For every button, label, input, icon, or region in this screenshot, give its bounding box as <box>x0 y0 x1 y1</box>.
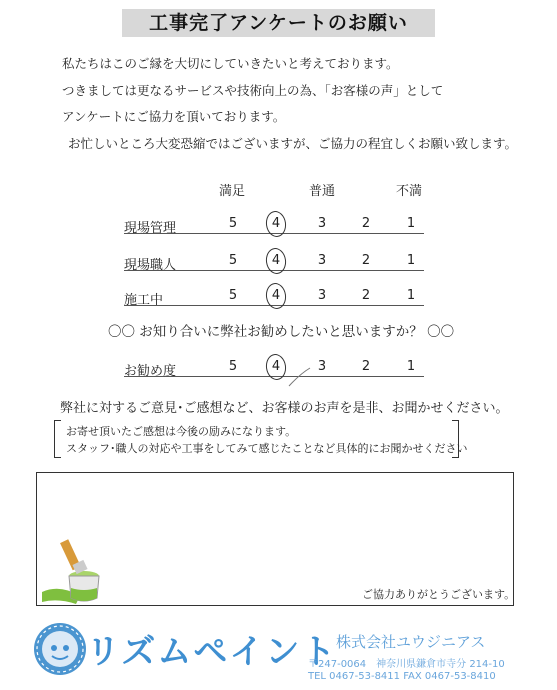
company-logo-icon <box>34 623 86 675</box>
score-2[interactable]: 2 <box>361 253 371 268</box>
score-4[interactable]: 4 <box>271 288 281 303</box>
comment-note-2: スタッフ･職人の対応や工事をしてみて感じたことなど具体的にお聞かせください <box>66 442 468 455</box>
score-2[interactable]: 2 <box>361 288 371 303</box>
scale-header-dissatisfied: 不満 <box>395 184 422 199</box>
score-3[interactable]: 3 <box>317 359 327 374</box>
score-3[interactable]: 3 <box>317 253 327 268</box>
score-3[interactable]: 3 <box>317 216 327 231</box>
survey-title: 工事完了アンケートのお願い <box>122 9 435 37</box>
score-5[interactable]: 5 <box>228 359 238 374</box>
company-address: 〒247-0064 神奈川県鎌倉市寺分 214-10 <box>308 659 505 670</box>
note-bracket-left <box>54 420 61 458</box>
company-contact: TEL 0467-53-8411 FAX 0467-53-8410 <box>308 671 496 682</box>
score-5[interactable]: 5 <box>228 253 238 268</box>
scale-header-neutral: 普通 <box>308 184 335 199</box>
score-4[interactable]: 4 <box>271 253 281 268</box>
pen-stroke-mark <box>286 366 312 388</box>
scale-header-satisfied: 満足 <box>218 184 245 199</box>
score-1[interactable]: 1 <box>406 359 416 374</box>
score-5[interactable]: 5 <box>228 288 238 303</box>
row-label-site-management: 現場管理 <box>124 221 177 236</box>
recommend-question: 〇〇 お知り合いに弊社お勧めしたいと思いますか？ 〇〇 <box>108 324 455 340</box>
brand-name: リズムペイント <box>86 632 338 672</box>
comment-note-1: お寄せ頂いたご感想は今後の励みになります。 <box>66 425 297 438</box>
intro-line-4: お忙しいところ大変恐縮ではございますが、ご協力の程宜しくお願い致します。 <box>68 136 518 151</box>
score-4[interactable]: 4 <box>271 216 281 231</box>
intro-line-2: つきましては更なるサービスや技術向上の為、「お客様の声」として <box>62 83 444 98</box>
score-4[interactable]: 4 <box>271 359 281 374</box>
comment-lead: 弊社に対するご意見･ご感想など、お客様のお声を是非、お聞かせください。 <box>60 401 509 416</box>
intro-line-3: アンケートにご協力を頂いております。 <box>62 109 286 124</box>
score-1[interactable]: 1 <box>406 288 416 303</box>
score-3[interactable]: 3 <box>317 288 327 303</box>
row-label-during-construction: 施工中 <box>124 293 164 308</box>
score-1[interactable]: 1 <box>406 253 416 268</box>
thank-you-note: ご協力ありがとうございます。 <box>362 588 516 601</box>
row-label-recommendation: お勧め度 <box>124 364 177 379</box>
paint-bucket-icon <box>40 530 112 606</box>
company-name: 株式会社ユウジニアス <box>336 633 486 651</box>
score-2[interactable]: 2 <box>361 359 371 374</box>
score-1[interactable]: 1 <box>406 216 416 231</box>
score-2[interactable]: 2 <box>361 216 371 231</box>
row-label-site-craftsmen: 現場職人 <box>124 258 177 273</box>
intro-line-1: 私たちはこのご縁を大切にしていきたいと考えております。 <box>62 56 399 71</box>
score-5[interactable]: 5 <box>228 216 238 231</box>
